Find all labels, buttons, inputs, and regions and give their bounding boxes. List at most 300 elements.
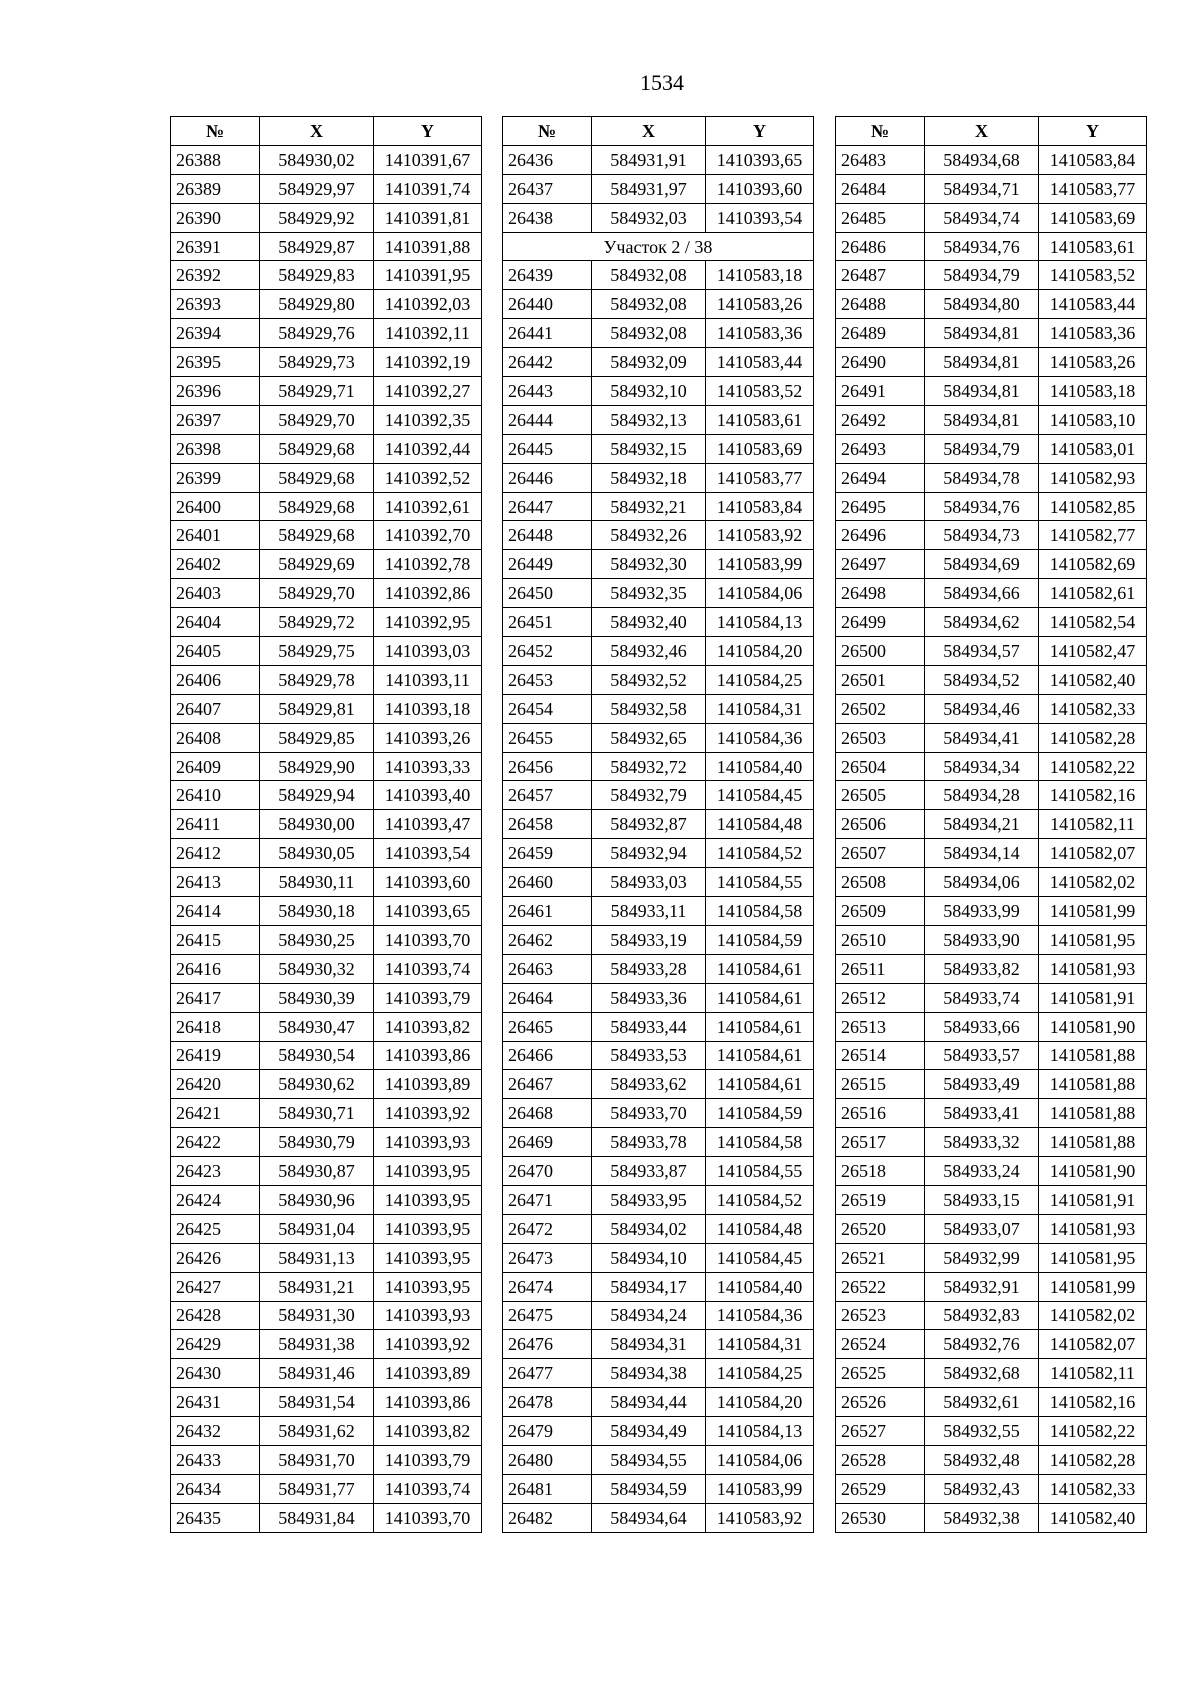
y-coordinate-cell: 1410584,55 [706, 1157, 814, 1186]
y-coordinate-cell: 1410584,45 [706, 1243, 814, 1272]
x-coordinate-cell: 584933,70 [592, 1099, 706, 1128]
table-row [836, 694, 1147, 723]
point-number-cell: 26393 [171, 290, 260, 319]
table-row [836, 810, 1147, 839]
x-coordinate-cell: 584932,15 [592, 434, 706, 463]
table-row [503, 1128, 814, 1157]
table-row [171, 1243, 482, 1272]
x-coordinate-cell: 584931,04 [260, 1214, 374, 1243]
table-row [171, 810, 482, 839]
y-coordinate-cell: 1410392,44 [374, 434, 482, 463]
table-row [171, 348, 482, 377]
x-coordinate-cell: 584932,26 [592, 521, 706, 550]
x-coordinate-cell: 584933,87 [592, 1157, 706, 1186]
table-row [836, 723, 1147, 752]
point-number-cell: 26451 [503, 608, 592, 637]
point-number-cell: 26519 [836, 1185, 925, 1214]
table-row [836, 1012, 1147, 1041]
point-number-cell: 26392 [171, 261, 260, 290]
table-row [171, 261, 482, 290]
table-row [171, 1301, 482, 1330]
table-row [171, 1359, 482, 1388]
y-coordinate-cell: 1410393,92 [374, 1330, 482, 1359]
point-number-cell: 26395 [171, 348, 260, 377]
y-coordinate-cell: 1410584,25 [706, 665, 814, 694]
table-row [836, 925, 1147, 954]
x-coordinate-cell: 584930,11 [260, 868, 374, 897]
table-row [171, 1185, 482, 1214]
y-coordinate-cell: 1410584,48 [706, 810, 814, 839]
y-coordinate-cell: 1410581,88 [1039, 1041, 1147, 1070]
y-coordinate-cell: 1410584,61 [706, 1041, 814, 1070]
point-number-cell: 26509 [836, 897, 925, 926]
x-coordinate-cell: 584934,81 [925, 405, 1039, 434]
y-coordinate-cell: 1410391,88 [374, 232, 482, 261]
x-coordinate-cell: 584931,84 [260, 1503, 374, 1532]
x-coordinate-cell: 584930,54 [260, 1041, 374, 1070]
y-coordinate-cell: 1410581,88 [1039, 1070, 1147, 1099]
point-number-cell: 26480 [503, 1445, 592, 1474]
point-number-cell: 26448 [503, 521, 592, 550]
table-row [836, 1474, 1147, 1503]
point-number-cell: 26487 [836, 261, 925, 290]
table-row [503, 637, 814, 666]
y-coordinate-cell: 1410391,95 [374, 261, 482, 290]
y-coordinate-cell: 1410582,77 [1039, 521, 1147, 550]
point-number-cell: 26454 [503, 694, 592, 723]
x-coordinate-cell: 584934,59 [592, 1474, 706, 1503]
x-coordinate-cell: 584934,81 [925, 348, 1039, 377]
point-number-cell: 26516 [836, 1099, 925, 1128]
point-number-cell: 26474 [503, 1272, 592, 1301]
x-coordinate-cell: 584930,62 [260, 1070, 374, 1099]
point-number-cell: 26428 [171, 1301, 260, 1330]
point-number-cell: 26399 [171, 463, 260, 492]
y-coordinate-cell: 1410393,95 [374, 1157, 482, 1186]
point-number-cell: 26501 [836, 665, 925, 694]
header-number: № [836, 117, 925, 146]
x-coordinate-cell: 584934,81 [925, 377, 1039, 406]
x-coordinate-cell: 584931,70 [260, 1445, 374, 1474]
y-coordinate-cell: 1410393,82 [374, 1417, 482, 1446]
x-coordinate-cell: 584934,24 [592, 1301, 706, 1330]
table-row [503, 1214, 814, 1243]
table-row [171, 579, 482, 608]
table-row [836, 463, 1147, 492]
point-number-cell: 26390 [171, 203, 260, 232]
table-row [503, 868, 814, 897]
table-row [171, 897, 482, 926]
point-number-cell: 26449 [503, 550, 592, 579]
y-coordinate-cell: 1410581,95 [1039, 925, 1147, 954]
point-number-cell: 26525 [836, 1359, 925, 1388]
x-coordinate-cell: 584930,39 [260, 983, 374, 1012]
y-coordinate-cell: 1410581,88 [1039, 1099, 1147, 1128]
table-row [836, 752, 1147, 781]
x-coordinate-cell: 584934,71 [925, 174, 1039, 203]
point-number-cell: 26512 [836, 983, 925, 1012]
y-coordinate-cell: 1410583,10 [1039, 405, 1147, 434]
point-number-cell: 26436 [503, 145, 592, 174]
y-coordinate-cell: 1410583,84 [1039, 145, 1147, 174]
point-number-cell: 26491 [836, 377, 925, 406]
point-number-cell: 26506 [836, 810, 925, 839]
x-coordinate-cell: 584934,02 [592, 1214, 706, 1243]
table-row [836, 983, 1147, 1012]
x-coordinate-cell: 584930,32 [260, 954, 374, 983]
point-number-cell: 26394 [171, 319, 260, 348]
x-coordinate-cell: 584932,43 [925, 1474, 1039, 1503]
y-coordinate-cell: 1410584,61 [706, 954, 814, 983]
table-row [171, 1445, 482, 1474]
y-coordinate-cell: 1410392,78 [374, 550, 482, 579]
x-coordinate-cell: 584931,46 [260, 1359, 374, 1388]
point-number-cell: 26438 [503, 203, 592, 232]
x-coordinate-cell: 584934,69 [925, 550, 1039, 579]
coordinates-table-1 [170, 116, 482, 1533]
table-row [836, 637, 1147, 666]
table-row [503, 839, 814, 868]
table-row [836, 1128, 1147, 1157]
x-coordinate-cell: 584931,38 [260, 1330, 374, 1359]
point-number-cell: 26478 [503, 1388, 592, 1417]
y-coordinate-cell: 1410583,69 [706, 434, 814, 463]
point-number-cell: 26404 [171, 608, 260, 637]
x-coordinate-cell: 584932,72 [592, 752, 706, 781]
x-coordinate-cell: 584934,68 [925, 145, 1039, 174]
table-row [171, 405, 482, 434]
table-row [171, 954, 482, 983]
table-row [171, 1070, 482, 1099]
x-coordinate-cell: 584933,74 [925, 983, 1039, 1012]
table-row [503, 1157, 814, 1186]
y-coordinate-cell: 1410583,36 [1039, 319, 1147, 348]
table-row [171, 665, 482, 694]
x-coordinate-cell: 584932,46 [592, 637, 706, 666]
y-coordinate-cell: 1410392,70 [374, 521, 482, 550]
point-number-cell: 26517 [836, 1128, 925, 1157]
table-row [171, 781, 482, 810]
header-x: X [592, 117, 706, 146]
y-coordinate-cell: 1410582,69 [1039, 550, 1147, 579]
y-coordinate-cell: 1410584,13 [706, 1417, 814, 1446]
x-coordinate-cell: 584934,38 [592, 1359, 706, 1388]
table-row [171, 1417, 482, 1446]
x-coordinate-cell: 584934,57 [925, 637, 1039, 666]
x-coordinate-cell: 584929,75 [260, 637, 374, 666]
x-coordinate-cell: 584934,44 [592, 1388, 706, 1417]
x-coordinate-cell: 584933,53 [592, 1041, 706, 1070]
x-coordinate-cell: 584932,38 [925, 1503, 1039, 1532]
x-coordinate-cell: 584932,65 [592, 723, 706, 752]
x-coordinate-cell: 584933,28 [592, 954, 706, 983]
point-number-cell: 26403 [171, 579, 260, 608]
point-number-cell: 26465 [503, 1012, 592, 1041]
y-coordinate-cell: 1410581,99 [1039, 897, 1147, 926]
x-coordinate-cell: 584933,15 [925, 1185, 1039, 1214]
table-row [171, 290, 482, 319]
x-coordinate-cell: 584933,62 [592, 1070, 706, 1099]
table-row [171, 463, 482, 492]
y-coordinate-cell: 1410391,67 [374, 145, 482, 174]
x-coordinate-cell: 584934,10 [592, 1243, 706, 1272]
table-row [171, 1012, 482, 1041]
x-coordinate-cell: 584934,64 [592, 1503, 706, 1532]
table-row [836, 1272, 1147, 1301]
x-coordinate-cell: 584933,07 [925, 1214, 1039, 1243]
table-row [836, 1330, 1147, 1359]
y-coordinate-cell: 1410584,61 [706, 983, 814, 1012]
table-row [836, 579, 1147, 608]
table-row [503, 723, 814, 752]
y-coordinate-cell: 1410581,88 [1039, 1128, 1147, 1157]
table-row [836, 1359, 1147, 1388]
y-coordinate-cell: 1410393,18 [374, 694, 482, 723]
x-coordinate-cell: 584930,05 [260, 839, 374, 868]
x-coordinate-cell: 584929,68 [260, 492, 374, 521]
x-coordinate-cell: 584929,83 [260, 261, 374, 290]
y-coordinate-cell: 1410583,18 [706, 261, 814, 290]
y-coordinate-cell: 1410582,54 [1039, 608, 1147, 637]
coordinates-table-2 [502, 116, 814, 1533]
y-coordinate-cell: 1410581,90 [1039, 1157, 1147, 1186]
point-number-cell: 26472 [503, 1214, 592, 1243]
point-number-cell: 26481 [503, 1474, 592, 1503]
table-row [503, 1070, 814, 1099]
point-number-cell: 26425 [171, 1214, 260, 1243]
table-row [503, 925, 814, 954]
point-number-cell: 26419 [171, 1041, 260, 1070]
y-coordinate-cell: 1410392,61 [374, 492, 482, 521]
table-row [836, 492, 1147, 521]
table-row [503, 1388, 814, 1417]
y-coordinate-cell: 1410584,61 [706, 1012, 814, 1041]
table-row [171, 868, 482, 897]
point-number-cell: 26388 [171, 145, 260, 174]
table-row [836, 1099, 1147, 1128]
y-coordinate-cell: 1410583,69 [1039, 203, 1147, 232]
x-coordinate-cell: 584929,94 [260, 781, 374, 810]
point-number-cell: 26499 [836, 608, 925, 637]
table-row [503, 319, 814, 348]
y-coordinate-cell: 1410393,70 [374, 1503, 482, 1532]
y-coordinate-cell: 1410581,91 [1039, 983, 1147, 1012]
y-coordinate-cell: 1410392,11 [374, 319, 482, 348]
y-coordinate-cell: 1410582,28 [1039, 1445, 1147, 1474]
y-coordinate-cell: 1410393,54 [374, 839, 482, 868]
x-coordinate-cell: 584933,44 [592, 1012, 706, 1041]
y-coordinate-cell: 1410393,89 [374, 1359, 482, 1388]
y-coordinate-cell: 1410393,89 [374, 1070, 482, 1099]
x-coordinate-cell: 584931,54 [260, 1388, 374, 1417]
point-number-cell: 26430 [171, 1359, 260, 1388]
table-row [836, 1503, 1147, 1532]
y-coordinate-cell: 1410583,84 [706, 492, 814, 521]
point-number-cell: 26470 [503, 1157, 592, 1186]
table-row [171, 1330, 482, 1359]
table-row [171, 983, 482, 1012]
header-x: X [260, 117, 374, 146]
y-coordinate-cell: 1410584,58 [706, 897, 814, 926]
table-row [836, 434, 1147, 463]
y-coordinate-cell: 1410584,20 [706, 1388, 814, 1417]
x-coordinate-cell: 584932,30 [592, 550, 706, 579]
point-number-cell: 26396 [171, 377, 260, 406]
point-number-cell: 26398 [171, 434, 260, 463]
table-row [503, 781, 814, 810]
table-row [171, 1041, 482, 1070]
point-number-cell: 26489 [836, 319, 925, 348]
y-coordinate-cell: 1410581,99 [1039, 1272, 1147, 1301]
y-coordinate-cell: 1410391,74 [374, 174, 482, 203]
point-number-cell: 26405 [171, 637, 260, 666]
table-row [503, 983, 814, 1012]
y-coordinate-cell: 1410393,65 [374, 897, 482, 926]
table-row [171, 377, 482, 406]
table-row [171, 1272, 482, 1301]
table-row [171, 550, 482, 579]
table-row [503, 1185, 814, 1214]
x-coordinate-cell: 584934,17 [592, 1272, 706, 1301]
table-row [836, 232, 1147, 261]
y-coordinate-cell: 1410393,60 [374, 868, 482, 897]
y-coordinate-cell: 1410393,95 [374, 1185, 482, 1214]
table-header-row [171, 117, 482, 146]
x-coordinate-cell: 584931,13 [260, 1243, 374, 1272]
x-coordinate-cell: 584932,35 [592, 579, 706, 608]
x-coordinate-cell: 584932,58 [592, 694, 706, 723]
y-coordinate-cell: 1410393,86 [374, 1041, 482, 1070]
table-row [836, 377, 1147, 406]
table-row [171, 925, 482, 954]
y-coordinate-cell: 1410583,36 [706, 319, 814, 348]
y-coordinate-cell: 1410393,95 [374, 1272, 482, 1301]
point-number-cell: 26498 [836, 579, 925, 608]
table-row [836, 665, 1147, 694]
y-coordinate-cell: 1410393,74 [374, 954, 482, 983]
x-coordinate-cell: 584929,68 [260, 434, 374, 463]
x-coordinate-cell: 584931,97 [592, 174, 706, 203]
y-coordinate-cell: 1410582,11 [1039, 1359, 1147, 1388]
point-number-cell: 26418 [171, 1012, 260, 1041]
x-coordinate-cell: 584934,62 [925, 608, 1039, 637]
x-coordinate-cell: 584932,08 [592, 290, 706, 319]
table-row [503, 261, 814, 290]
y-coordinate-cell: 1410582,02 [1039, 868, 1147, 897]
x-coordinate-cell: 584929,70 [260, 579, 374, 608]
x-coordinate-cell: 584929,97 [260, 174, 374, 203]
point-number-cell: 26502 [836, 694, 925, 723]
y-coordinate-cell: 1410583,44 [1039, 290, 1147, 319]
y-coordinate-cell: 1410582,16 [1039, 1388, 1147, 1417]
x-coordinate-cell: 584929,72 [260, 608, 374, 637]
point-number-cell: 26391 [171, 232, 260, 261]
header-number: № [503, 117, 592, 146]
point-number-cell: 26473 [503, 1243, 592, 1272]
x-coordinate-cell: 584934,31 [592, 1330, 706, 1359]
table-row [836, 1445, 1147, 1474]
x-coordinate-cell: 584929,80 [260, 290, 374, 319]
table-row [836, 174, 1147, 203]
y-coordinate-cell: 1410583,61 [1039, 232, 1147, 261]
x-coordinate-cell: 584933,19 [592, 925, 706, 954]
table-row [503, 665, 814, 694]
x-coordinate-cell: 584932,52 [592, 665, 706, 694]
point-number-cell: 26523 [836, 1301, 925, 1330]
table-row [836, 1388, 1147, 1417]
point-number-cell: 26401 [171, 521, 260, 550]
page-number: 1534 [640, 70, 684, 95]
y-coordinate-cell: 1410584,52 [706, 839, 814, 868]
y-coordinate-cell: 1410393,47 [374, 810, 482, 839]
point-number-cell: 26463 [503, 954, 592, 983]
table-row [503, 1272, 814, 1301]
point-number-cell: 26410 [171, 781, 260, 810]
y-coordinate-cell: 1410393,93 [374, 1128, 482, 1157]
table-row [171, 232, 482, 261]
point-number-cell: 26467 [503, 1070, 592, 1099]
section-label: Участок 2 / 38 [503, 232, 814, 261]
x-coordinate-cell: 584933,66 [925, 1012, 1039, 1041]
point-number-cell: 26429 [171, 1330, 260, 1359]
point-number-cell: 26461 [503, 897, 592, 926]
point-number-cell: 26520 [836, 1214, 925, 1243]
table-row [836, 405, 1147, 434]
y-coordinate-cell: 1410582,02 [1039, 1301, 1147, 1330]
y-coordinate-cell: 1410584,06 [706, 1445, 814, 1474]
table-row [503, 1474, 814, 1503]
table-row [171, 839, 482, 868]
y-coordinate-cell: 1410582,11 [1039, 810, 1147, 839]
table-row [836, 261, 1147, 290]
point-number-cell: 26471 [503, 1185, 592, 1214]
x-coordinate-cell: 584930,96 [260, 1185, 374, 1214]
point-number-cell: 26528 [836, 1445, 925, 1474]
y-coordinate-cell: 1410584,52 [706, 1185, 814, 1214]
point-number-cell: 26417 [171, 983, 260, 1012]
y-coordinate-cell: 1410584,20 [706, 637, 814, 666]
point-number-cell: 26445 [503, 434, 592, 463]
x-coordinate-cell: 584932,21 [592, 492, 706, 521]
y-coordinate-cell: 1410393,70 [374, 925, 482, 954]
y-coordinate-cell: 1410582,28 [1039, 723, 1147, 752]
x-coordinate-cell: 584932,83 [925, 1301, 1039, 1330]
point-number-cell: 26484 [836, 174, 925, 203]
y-coordinate-cell: 1410582,22 [1039, 1417, 1147, 1446]
point-number-cell: 26458 [503, 810, 592, 839]
y-coordinate-cell: 1410393,74 [374, 1474, 482, 1503]
table-row [171, 752, 482, 781]
y-coordinate-cell: 1410392,86 [374, 579, 482, 608]
x-coordinate-cell: 584932,87 [592, 810, 706, 839]
point-number-cell: 26420 [171, 1070, 260, 1099]
x-coordinate-cell: 584933,90 [925, 925, 1039, 954]
point-number-cell: 26400 [171, 492, 260, 521]
y-coordinate-cell: 1410583,61 [706, 405, 814, 434]
x-coordinate-cell: 584929,68 [260, 521, 374, 550]
point-number-cell: 26426 [171, 1243, 260, 1272]
point-number-cell: 26515 [836, 1070, 925, 1099]
table-row [171, 521, 482, 550]
x-coordinate-cell: 584930,71 [260, 1099, 374, 1128]
table-row [503, 608, 814, 637]
point-number-cell: 26468 [503, 1099, 592, 1128]
point-number-cell: 26424 [171, 1185, 260, 1214]
x-coordinate-cell: 584929,78 [260, 665, 374, 694]
point-number-cell: 26389 [171, 174, 260, 203]
x-coordinate-cell: 584931,77 [260, 1474, 374, 1503]
point-number-cell: 26495 [836, 492, 925, 521]
